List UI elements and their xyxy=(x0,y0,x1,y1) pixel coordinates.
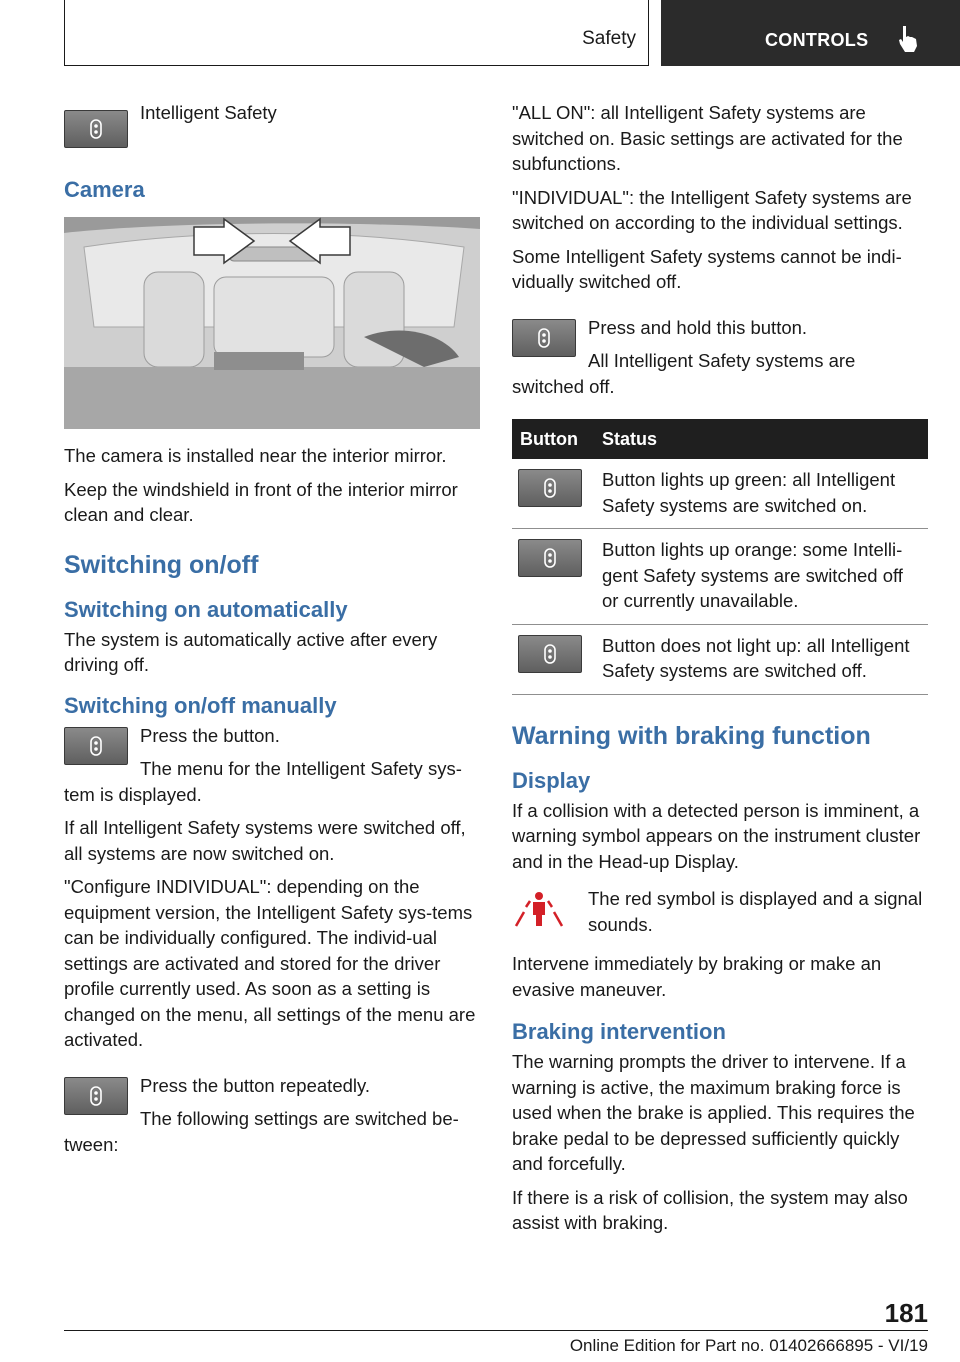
warning-heading: Warning with braking function xyxy=(512,721,871,750)
table-header-button: Button xyxy=(512,419,594,459)
table-row xyxy=(512,459,928,529)
braking-paragraph-1: The warning prompts the driver to intervene. If a warning is active, the maximum braking force is used when the brake is applied. This requires the brake pedal to be depressed sufficiently quickly and forcefully. xyxy=(512,1051,915,1174)
table-header-row xyxy=(512,419,928,459)
table-header-status: Status xyxy=(594,419,928,459)
camera-heading: Camera xyxy=(64,177,145,202)
footer-edition: Online Edition for Part no. 01402666895 - VI/19 xyxy=(569,1336,928,1355)
camera-paragraph-2: Keep the windshield in front of the interior mirror clean and clear. xyxy=(64,478,458,525)
intelligent-safety-button-icon xyxy=(518,539,582,577)
intelligent-safety-button-icon xyxy=(512,319,576,357)
pedestrian-warning-icon xyxy=(512,890,566,930)
auto-heading: Switching on automatically xyxy=(64,596,348,622)
header-chapter-title: CONTROLS xyxy=(765,30,869,50)
header-section-box xyxy=(64,0,649,66)
repeat-text: The following settings are switched be-tween: xyxy=(64,1108,459,1155)
auto-paragraph: The system is automatically active after every driving off. xyxy=(64,628,438,675)
hold-result-text: All Intelligent Safety systems are switched off. xyxy=(512,350,856,397)
repeat-press-text: Press the button repeatedly. xyxy=(140,1074,371,1096)
warning-symbol-row xyxy=(512,886,928,937)
intelligent-safety-button-icon xyxy=(64,110,128,148)
intelligent-safety-button-icon xyxy=(64,727,128,765)
manual-press-text: Press the button. xyxy=(140,724,280,746)
status-text: Button lights up green: all Intelligent Safety systems are switched on. xyxy=(594,459,928,529)
page-number: 181 xyxy=(884,1298,928,1328)
header-section-title: Safety xyxy=(582,28,636,49)
intro-label: Intelligent Safety xyxy=(140,102,277,123)
footer-divider xyxy=(64,1330,928,1331)
hold-button-text: Press and hold this button. xyxy=(588,316,808,338)
cannot-switch-off-text: Some Intelligent Safety systems cannot be indi-vidually switched off. xyxy=(512,245,902,292)
all-on-text: "ALL ON": all Intelligent Safety systems are switched on. Basic settings are activated for the subfunctions. xyxy=(512,102,903,174)
braking-paragraph-2: If there is a risk of collision, the system may also assist with braking. xyxy=(512,1186,908,1233)
individual-text: "INDIVIDUAL": the Intelligent Safety systems are switched on according to the individual settings. xyxy=(512,186,912,233)
manual-paragraph-1: If all Intelligent Safety systems were switched off, all systems are now switched on. xyxy=(64,817,466,864)
switching-heading: Switching on/off xyxy=(64,550,259,579)
camera-location-illustration xyxy=(64,217,480,429)
intervene-text: Intervene immediately by braking or make an evasive maneuver. xyxy=(512,953,882,1000)
intelligent-safety-button-icon xyxy=(518,635,582,673)
intelligent-safety-button-icon xyxy=(64,1077,128,1115)
camera-paragraph-1: The camera is installed near the interior mirror. xyxy=(64,445,447,466)
hold-button-row xyxy=(512,315,928,400)
manual-menu-text: The menu for the Intelligent Safety sys-tem is displayed. xyxy=(64,758,462,805)
button-status-table xyxy=(512,419,928,695)
warning-symbol-text: The red symbol is displayed and a signal sounds. xyxy=(588,888,923,935)
table-row xyxy=(512,624,928,694)
manual-heading: Switching on/off manually xyxy=(64,692,337,718)
status-text: Button lights up orange: some Intelli-gent Safety systems are switched off or currently unavailable. xyxy=(594,529,928,625)
intelligent-safety-button-icon xyxy=(518,469,582,507)
table-row xyxy=(512,529,928,625)
manual-press-row xyxy=(64,723,480,808)
pointing-hand-icon xyxy=(895,24,921,54)
left-column xyxy=(64,100,480,1165)
display-heading: Display xyxy=(512,767,591,793)
display-paragraph: If a collision with a detected person is imminent, a warning symbol appears on the instrument cluster and in the Head-up Display. xyxy=(512,799,921,872)
status-text: Button does not light up: all Intelligent Safety systems are switched off. xyxy=(594,624,928,694)
braking-heading: Braking intervention xyxy=(512,1019,726,1044)
header-chapter-box xyxy=(661,0,960,66)
intro-row xyxy=(64,100,480,160)
manual-paragraph-2: "Configure INDIVIDUAL": depending on the equipment version, the Intelligent Safety sys-tems can be individually configured. The individ-ual settings are activated and stored for the driver profile currently used. As soon as a setting is changed on the menu, all settings of the menu are activated. xyxy=(64,876,476,1050)
repeat-press-row xyxy=(64,1073,480,1158)
right-column xyxy=(512,100,928,1244)
